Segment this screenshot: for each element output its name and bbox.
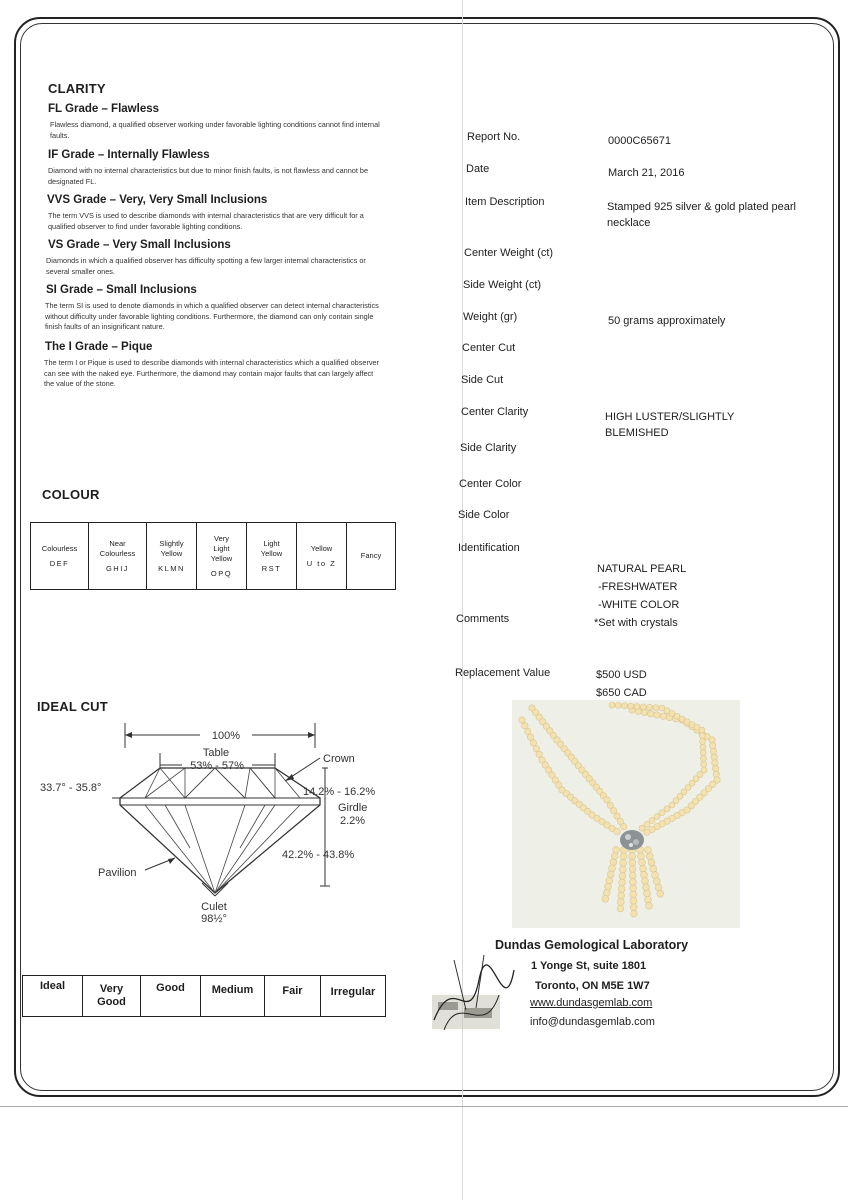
pearl-bead (644, 829, 650, 835)
side-cut-label: Side Cut (461, 374, 504, 386)
pearl-bead (659, 810, 665, 816)
identification-line: -FRESHWATER (598, 581, 678, 593)
pearl-bead (653, 878, 660, 885)
pearl-bead (615, 702, 621, 708)
pearl-bead (619, 873, 626, 880)
pearl-bead (609, 702, 615, 708)
culet-value: 98½° (201, 913, 227, 925)
clarity-vvs-title: VVS Grade – Very, Very Small Inclusions (47, 194, 268, 206)
weight-value: 50 grams approximately (608, 315, 726, 327)
pearl-bead (648, 711, 654, 717)
clarity-fl-desc: Flawless diamond, a qualified observer working under favorable lighting conditions cannot find internal faults. (50, 120, 380, 140)
diamond-outline (120, 768, 320, 893)
colour-cell (31, 523, 89, 589)
clarity-si-desc: The term SI is used to denote diamonds in which a qualified observer can detect internal characteristics without difficulty under favorable lighting conditions. Furthermore, the diamond can only contain single finish faults of an insignificant nature. (45, 301, 379, 331)
pearl-bead (622, 703, 628, 709)
colour-code: KLMN (158, 563, 185, 573)
pearl-bead (533, 745, 539, 751)
pearl-bead (645, 847, 652, 854)
pearl-bead (710, 748, 716, 754)
clarity-vvs-desc: The term VVS is used to describe diamonds with internal characteristics that are very difficult for a qualified observer to find under favorable lighting conditions. (48, 211, 364, 231)
pearl-bead (619, 879, 626, 886)
pearl-bead (638, 853, 645, 860)
pearl-bead (644, 821, 650, 827)
pearl-bead (701, 761, 707, 767)
report-no-label: Report No. (467, 131, 521, 143)
pearl-bead (628, 703, 634, 709)
pearl-bead (710, 743, 716, 749)
colour-cell (247, 523, 297, 589)
pearl-bead (712, 765, 718, 771)
colour-code: GHIJ (105, 563, 130, 573)
cut-grade-cell: Irregular (330, 986, 376, 998)
pearl-bead (630, 891, 637, 898)
pearl-bead (525, 728, 531, 734)
pearl-bead (618, 892, 625, 899)
center-clarity-label: Center Clarity (461, 406, 529, 418)
center-color-label: Center Color (459, 478, 522, 490)
colour-code: RST (261, 563, 282, 573)
pearl-bead (519, 717, 525, 723)
pearl-bead (630, 885, 637, 892)
pearl-bead (620, 853, 627, 860)
scan-edge-line (0, 1106, 848, 1107)
colour-label: Yellow (310, 543, 333, 553)
weight-label: Weight (gr) (463, 311, 518, 323)
pearl-bead (645, 896, 652, 903)
pearl-bead (660, 713, 666, 719)
pearl-bead (607, 871, 614, 878)
pearl-bead (634, 704, 640, 710)
pearl-bead (652, 872, 659, 879)
clarity-vs-title: VS Grade – Very Small Inclusions (48, 239, 231, 251)
table-label: Table (202, 747, 230, 759)
pearl-bead (640, 865, 647, 872)
side-clarity-label: Side Clarity (460, 442, 517, 454)
pearl-bead (620, 860, 627, 867)
clarity-if-title: IF Grade – Internally Flawless (48, 149, 210, 161)
colour-label: Slightly Yellow (159, 538, 184, 558)
pearl-bead (646, 902, 653, 909)
pearl-bead (647, 704, 653, 710)
girdle-label: Girdle (338, 802, 368, 814)
pearl-bead (669, 802, 675, 808)
crown-angle-label: 33.7° - 35.8° (40, 782, 102, 794)
pearl-bead (649, 817, 655, 823)
side-color-label: Side Color (458, 509, 510, 521)
pearl-bead (699, 727, 705, 733)
pearl-bead (641, 709, 647, 715)
colour-code: DEF (49, 558, 70, 568)
pearl-bead (602, 895, 609, 902)
identification-label: Identification (458, 542, 520, 554)
pearl-bead (610, 859, 617, 866)
colour-cell (197, 523, 247, 589)
colour-code: U to Z (306, 558, 337, 568)
colour-label: Colourless (41, 543, 78, 553)
lab-name: Dundas Gemological Laboratory (495, 938, 689, 952)
item-description-label: Item Description (465, 196, 545, 208)
replacement-value-label: Replacement Value (455, 667, 551, 679)
pearl-bead (644, 890, 651, 897)
identification-line: NATURAL PEARL (597, 563, 687, 575)
pearl-bead (629, 872, 636, 879)
side-weight-label: Side Weight (ct) (463, 279, 542, 291)
replacement-value-usd: $500 USD (596, 669, 647, 681)
pearl-bead (641, 871, 648, 878)
pearl-bead (617, 905, 624, 912)
colour-scale-table (30, 522, 396, 590)
pearl-bead (648, 859, 655, 866)
pearl-bead (650, 865, 657, 872)
pearl-bead (639, 859, 646, 866)
pearl-bead (611, 853, 618, 860)
colour-title: COLOUR (42, 487, 100, 502)
clarity-vs-desc: Diamonds in which a qualified observer has difficulty spotting a few larger internal characteristics or several smaller ones. (46, 256, 366, 276)
date-value: March 21, 2016 (608, 167, 685, 179)
cut-grade-cell: Very Good (83, 976, 141, 1016)
ideal-cut-title: IDEAL CUT (37, 699, 108, 714)
clarity-if-desc: Diamond with no internal characteristics but due to minor finish faults, is not flawless and cannot be designated FL. (48, 166, 369, 186)
replacement-value-cad: $650 CAD (596, 687, 647, 699)
colour-cell (297, 523, 347, 589)
pearl-bead (643, 884, 650, 891)
pearl-bead (613, 847, 620, 854)
clarity-title: CLARITY (48, 81, 106, 96)
pearl-bead (609, 865, 616, 872)
pearl-bead (614, 828, 620, 834)
pearl-bead (527, 734, 533, 740)
cut-grade-cell: Medium (201, 976, 265, 1016)
center-weight-label: Center Weight (ct) (464, 247, 554, 259)
crown-label: Crown (323, 753, 355, 765)
pearl-bead (664, 806, 670, 812)
colour-code: OPQ (210, 568, 233, 578)
comments-label: Comments (456, 613, 510, 625)
pearl-bead (699, 733, 705, 739)
clarity-i-title: The I Grade – Pique (45, 341, 153, 353)
crystal-pendant-icon (620, 830, 644, 850)
pearl-bead (700, 744, 706, 750)
identification-line: *Set with crystals (594, 617, 678, 629)
pearl-bead (630, 898, 637, 905)
clarity-fl-title: FL Grade – Flawless (48, 103, 160, 115)
clarity-si-title: SI Grade – Small Inclusions (46, 284, 197, 296)
pearl-bead (700, 756, 706, 762)
pearl-bead (522, 723, 528, 729)
pearl-bead (700, 738, 706, 744)
colour-label: Very Light Yellow (210, 533, 233, 563)
cut-grade-cell: Fair (265, 976, 321, 1016)
lab-email[interactable]: info@dundasgemlab.com (530, 1016, 655, 1028)
pearl-bead (629, 859, 636, 866)
crown-height-label: 14.2% - 16.2% (303, 786, 376, 798)
pearl-bead (620, 823, 626, 829)
cut-grade-table (22, 975, 386, 1017)
colour-cell (89, 523, 147, 589)
pavilion-depth-label: 42.2% - 43.8% (282, 849, 355, 861)
pearl-bead (530, 740, 536, 746)
table-range: 53% - 57% (190, 760, 244, 772)
lab-address-line2: Toronto, ON M5E 1W7 (535, 980, 650, 992)
pearl-bead (639, 825, 645, 831)
pearl-bead (536, 751, 542, 757)
lab-website-link[interactable]: www.dundasgemlab.com (530, 997, 653, 1009)
pearl-bead (646, 853, 653, 860)
lab-address-line1: 1 Yonge St, suite 1801 (531, 960, 647, 972)
pearl-bead (640, 704, 646, 710)
pearl-bead (629, 853, 636, 860)
pearl-bead (618, 886, 625, 893)
pearl-bead (619, 866, 626, 873)
pearl-bead (654, 814, 660, 820)
girdle-value: 2.2% (340, 815, 366, 827)
pearl-bead (711, 754, 717, 760)
pavilion-label: Pavilion (98, 867, 137, 879)
pearl-bead (603, 889, 610, 896)
pearl-bead (709, 737, 715, 743)
date-label: Date (466, 163, 490, 175)
diamond-proportions-diagram (30, 718, 410, 928)
pearl-bead (630, 904, 637, 911)
colour-cell (347, 523, 395, 589)
pearl-bead (655, 884, 662, 891)
colour-label: Near Colourless (99, 538, 136, 558)
cut-grade-cell: Ideal (23, 976, 83, 1016)
colour-cell (147, 523, 197, 589)
center-clarity-value: HIGH LUSTER/SLIGHTLY BLEMISHED (605, 411, 735, 439)
pearl-bead (713, 771, 719, 777)
identification-line: -WHITE COLOR (598, 599, 680, 611)
width-label: 100% (211, 730, 241, 742)
colour-label: Light Yellow (260, 538, 283, 558)
signature-stamp (424, 950, 524, 1050)
pearl-bead (606, 877, 613, 884)
cut-grade-cell: Good (141, 976, 201, 1016)
pearl-bead (605, 883, 612, 890)
report-no-value: 0000C65671 (608, 135, 672, 147)
pearl-bead (657, 890, 664, 897)
clarity-i-desc: The term I or Pique is used to describe diamonds with internal characteristics which a qualified observer can see with the naked eye. Furthermore, the diamond may contain major faults that can largely affect the value of the stone. (44, 358, 380, 388)
culet-label: Culet (201, 901, 227, 913)
pearl-bead (700, 750, 706, 756)
pearl-bead (654, 712, 660, 718)
pearl-bead (712, 760, 718, 766)
pearl-bead (642, 878, 649, 885)
pearl-bead (629, 866, 636, 873)
necklace-photo (512, 700, 740, 928)
pearl-bead (630, 878, 637, 885)
pearl-bead (617, 899, 624, 906)
item-description-value: Stamped 925 silver & gold plated pearl necklace (607, 201, 796, 229)
center-cut-label: Center Cut (462, 342, 516, 354)
pearl-bead (630, 910, 637, 917)
pearl-bead (653, 705, 659, 711)
colour-label: Fancy (360, 551, 382, 560)
